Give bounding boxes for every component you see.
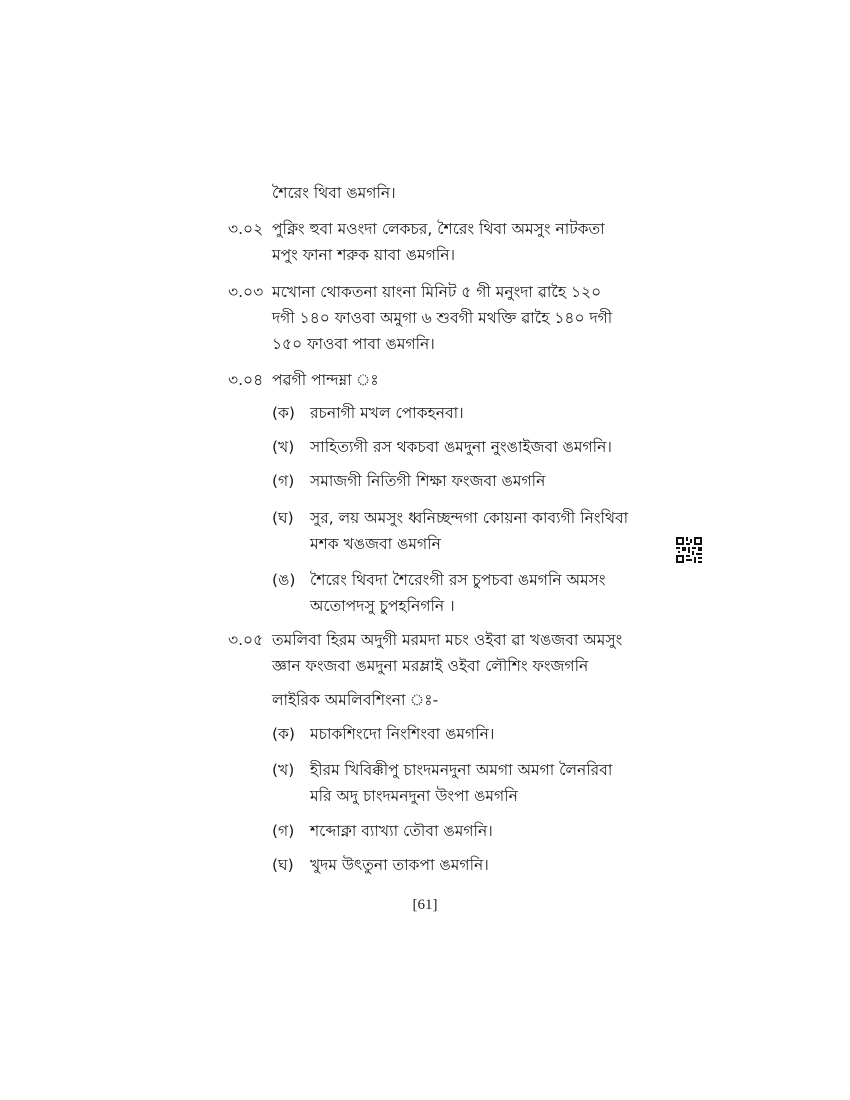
section-number: ৩.০৪ [228, 371, 264, 389]
list-item-marker: (ঘ) [272, 509, 294, 527]
qr-code-icon [676, 537, 702, 563]
section-number: ৩.০৫ [228, 631, 264, 649]
list-item: সুর, লয় অমসুং ধ্বনিচ্ছন্দগা কোয়না কাব্যগী নিংথিবা [310, 509, 629, 527]
list-item: মরি অদু চাংদমনদুনা উংপা ঙমগনি [310, 787, 518, 805]
list-item: রচনাগী মখল পোকহনবা। [310, 404, 464, 422]
list-item: সাহিত্যগী রস থকচবা ঙমদুনা নুংঙাইজবা ঙমগনি। [310, 438, 612, 456]
section-line: দগী ১৪০ ফাওবা অমুগা ৬ শুবগী মথক্তি ৱাহৈ ১৪০ দগী [272, 309, 613, 327]
list-item-marker: (খ) [272, 438, 295, 456]
list-item-marker: (ক) [272, 725, 295, 743]
section-line: পৱগী পান্দম্না ঃ [272, 371, 379, 389]
list-item-marker: (ক) [272, 404, 295, 422]
list-item-marker: (খ) [272, 761, 295, 779]
section-number: ৩.০২ [228, 220, 264, 238]
page-number: [61] [412, 897, 438, 913]
list-item: মচাকশিংদো নিংশিংবা ঙমগনি। [310, 725, 495, 743]
section-line: তমলিবা হিরম অদুগী মরমদা মচং ওইবা ৱা খঙজবা অমসুং [272, 631, 623, 649]
intro-line: শৈরেং থিবা ঙমগনি। [272, 184, 396, 202]
list-item: সমাজগী নিতিগী শিক্ষা ফংজবা ঙমগনি [310, 472, 546, 490]
list-item: মশক খঙজবা ঙমগনি [310, 535, 441, 553]
list-item-marker: (গ) [272, 472, 295, 490]
list-item: হীরম খিবিক্কীপু চাংদমনদুনা অমগা অমগা লৈনরিবা [310, 761, 613, 779]
list-item-marker: (গ) [272, 822, 295, 840]
section-line: জ্ঞান ফংজবা ঙমদুনা মরম্লাই ওইবা লৌশিং ফংজগনি [272, 657, 589, 675]
list-item: শব্দোক্না ব্যাখ্যা তৌবা ঙমগনি। [310, 822, 493, 840]
section-line: মখোনা থোকতনা য়াংনা মিনিট ৫ গী মনুংদা ৱাহৈ ১২০ [272, 283, 602, 301]
objectives-heading: লাইরিক অমলিবশিংনা ঃ- [272, 691, 439, 709]
list-item-marker: (ঘ) [272, 856, 294, 874]
section-line: মপুং ফানা শরুক য়াবা ঙমগনি। [272, 246, 456, 264]
list-item: অতোপদসু চুপহনিগনি । [310, 597, 455, 615]
section-line: ১৫০ ফাওবা পাবা ঙমগনি। [272, 335, 435, 353]
section-number: ৩.০৩ [228, 283, 264, 301]
list-item: খুদম উৎতুনা তাকপা ঙমগনি। [310, 856, 489, 874]
section-line: পুক্নিং হুবা মওংদা লেকচর, শৈরেং থিবা অমসুং নাটকতা [272, 220, 605, 238]
list-item-marker: (ঙ) [272, 571, 296, 589]
list-item: শৈরেং থিবদা শৈরেংগী রস চুপচবা ঙমগনি অমসং [310, 571, 606, 589]
